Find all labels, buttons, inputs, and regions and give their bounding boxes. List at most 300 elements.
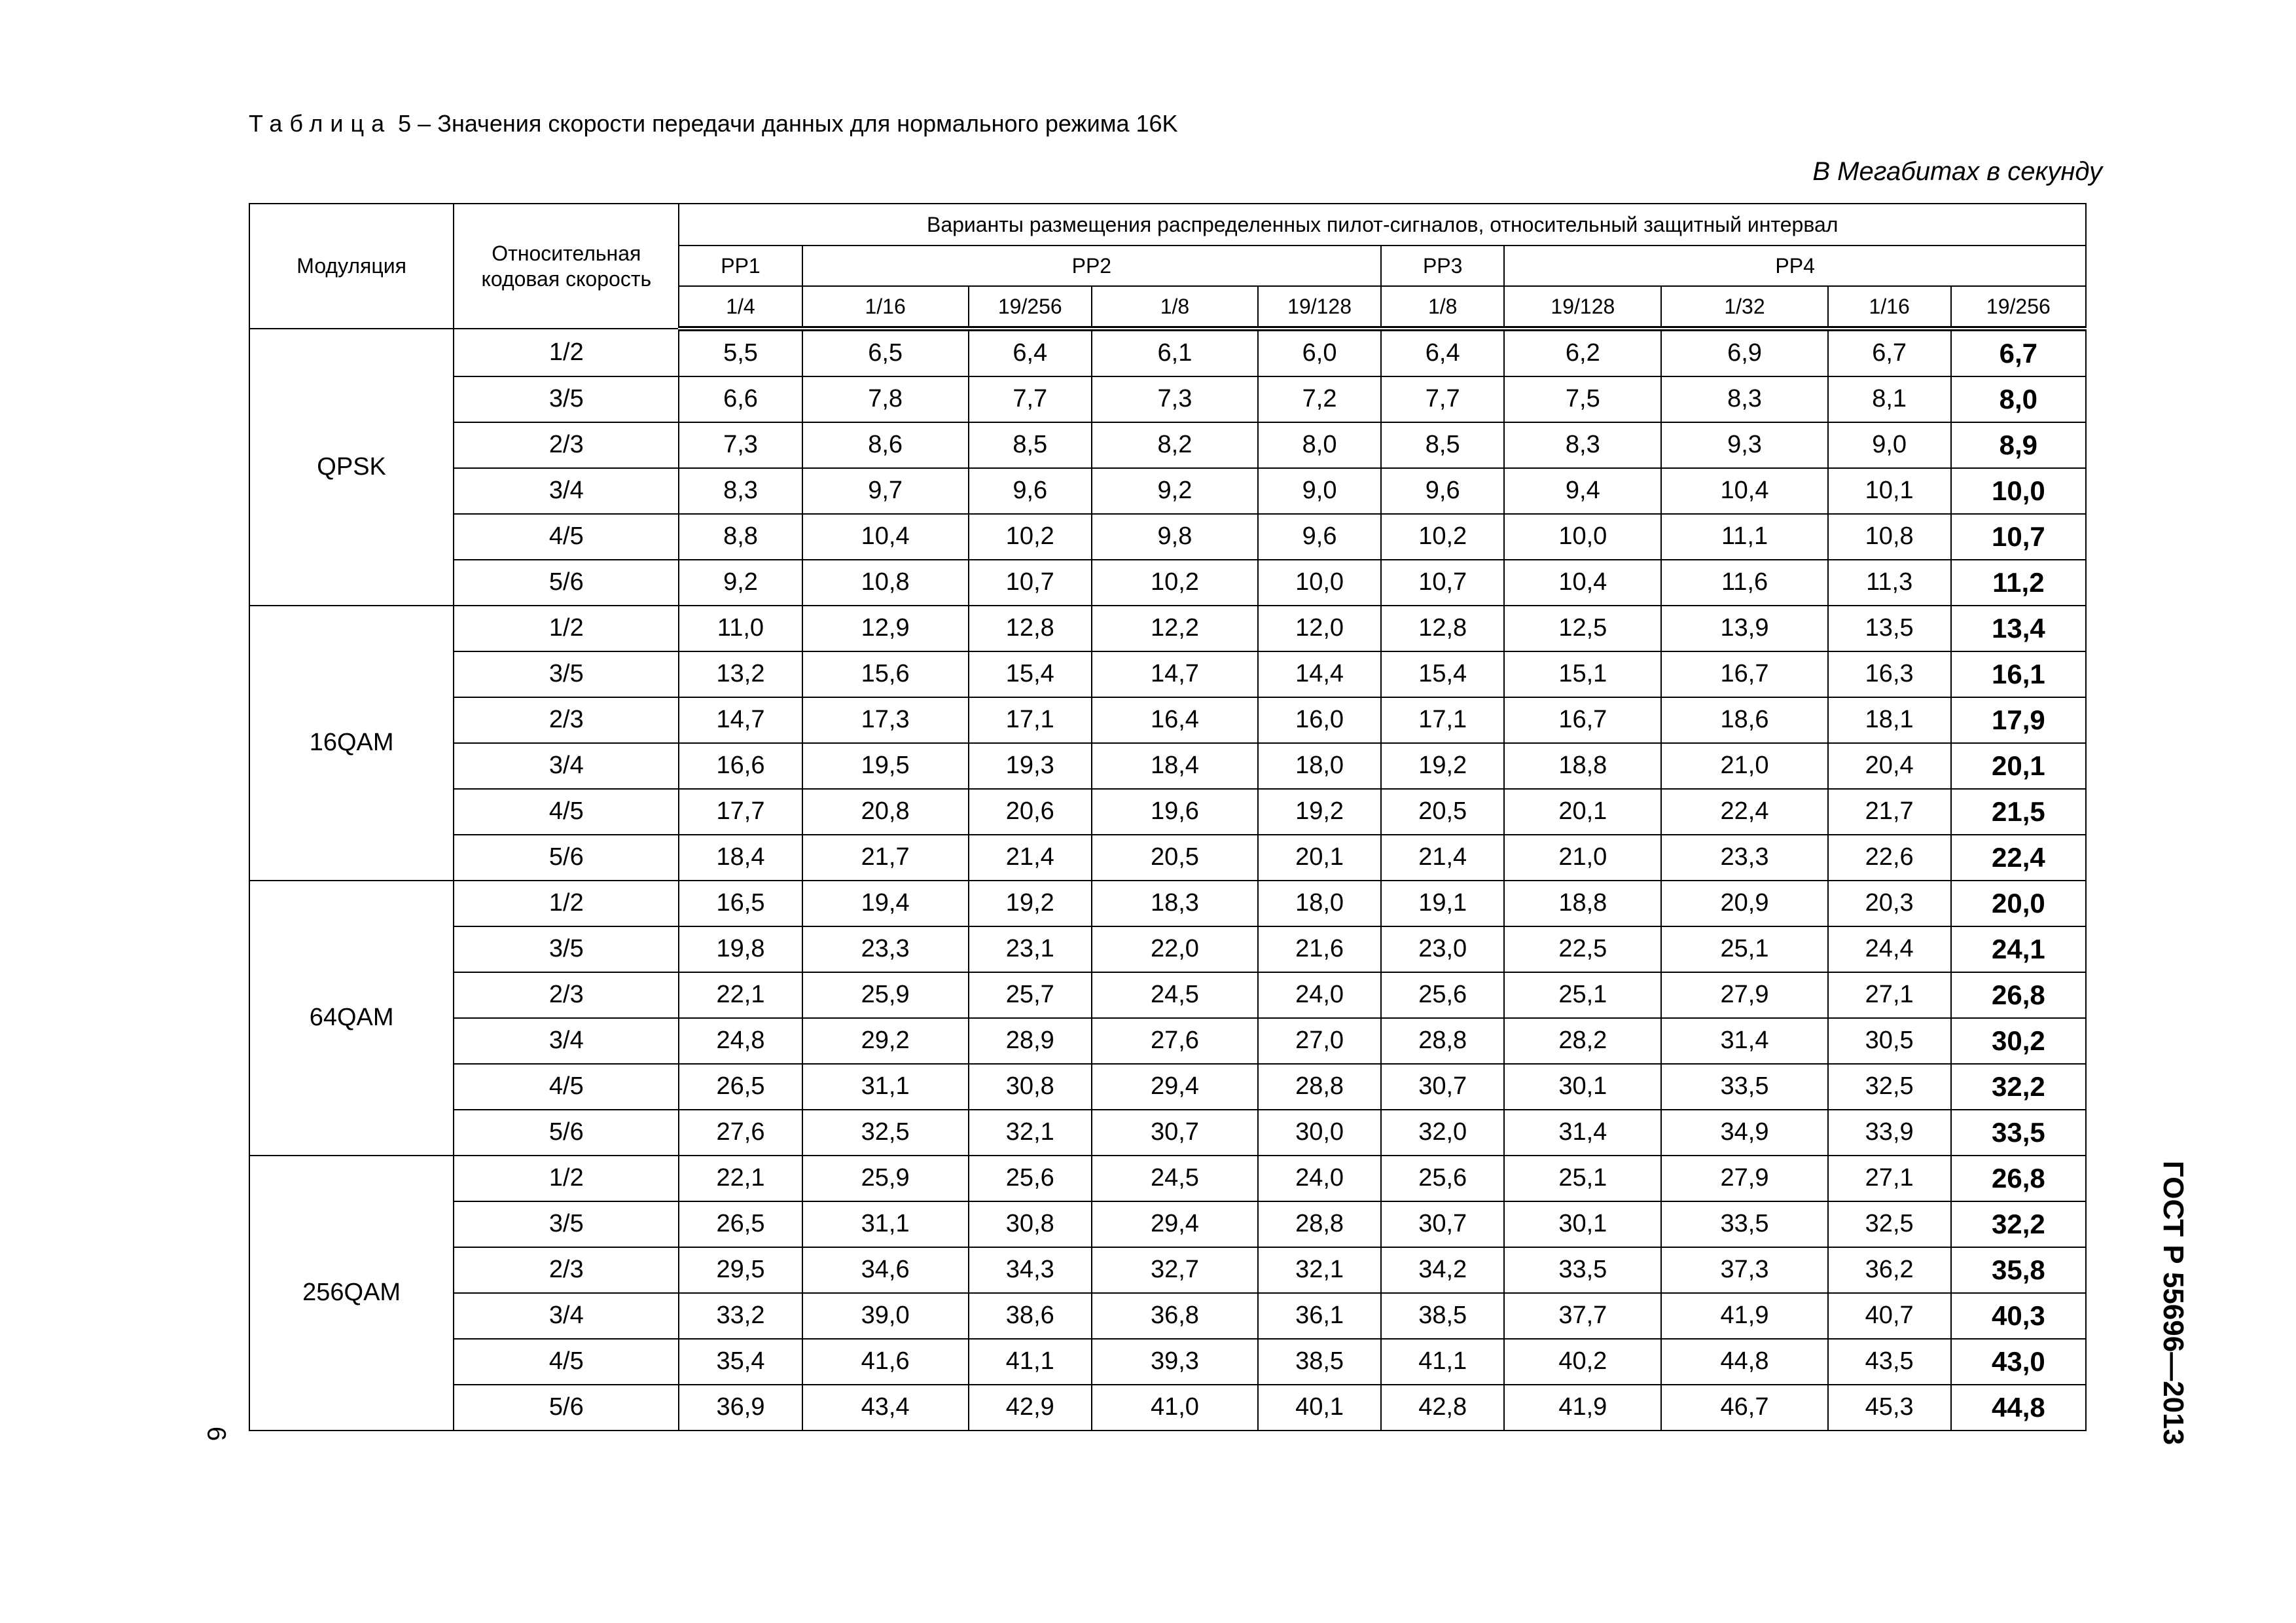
- code-rate-cell: 3/5: [454, 651, 679, 697]
- code-rate-cell: 4/5: [454, 1339, 679, 1385]
- standard-designation: [2153, 1160, 2193, 1446]
- rate-value-cell: 18,1: [1828, 697, 1951, 743]
- code-rate-cell: 4/5: [454, 789, 679, 835]
- rate-value-cell: 44,8: [1661, 1339, 1827, 1385]
- rate-value-cell: 9,4: [1504, 468, 1661, 514]
- table-row: [249, 1339, 2086, 1385]
- rate-value-cell: 20,5: [1092, 835, 1258, 881]
- rate-value-cell: 20,6: [969, 789, 1092, 835]
- rate-value-cell: 24,5: [1092, 1156, 1258, 1201]
- rate-value-cell: 36,9: [679, 1385, 802, 1431]
- rate-value-cell: 7,2: [1258, 376, 1381, 422]
- rate-value-cell: 16,6: [679, 743, 802, 789]
- rate-value-cell: 26,5: [679, 1064, 802, 1110]
- rate-value-cell: 12,5: [1504, 606, 1661, 651]
- rate-value-cell: 27,6: [1092, 1018, 1258, 1064]
- table-row: [249, 560, 2086, 606]
- rate-value-cell: 22,1: [679, 972, 802, 1018]
- rate-value-cell: 16,0: [1258, 697, 1381, 743]
- table-row: [249, 606, 2086, 651]
- rate-value-cell: 32,7: [1092, 1247, 1258, 1293]
- rate-value-cell: 24,1: [1951, 926, 2086, 972]
- table-row: [249, 697, 2086, 743]
- rate-value-cell: 12,8: [969, 606, 1092, 651]
- rate-value-cell: 25,6: [1381, 972, 1504, 1018]
- code-rate-cell: 1/2: [454, 1156, 679, 1201]
- rate-value-cell: 10,2: [1092, 560, 1258, 606]
- rate-value-cell: 12,8: [1381, 606, 1504, 651]
- table-row: [249, 835, 2086, 881]
- rate-value-cell: 22,4: [1951, 835, 2086, 881]
- rate-value-cell: 24,0: [1258, 972, 1381, 1018]
- rate-value-cell: 28,9: [969, 1018, 1092, 1064]
- rate-value-cell: 6,7: [1828, 329, 1951, 376]
- rate-value-cell: 14,7: [1092, 651, 1258, 697]
- rate-value-cell: 9,6: [1258, 514, 1381, 560]
- pilot-group-header: PP2: [802, 246, 1382, 286]
- guard-interval-header: 1/32: [1661, 286, 1827, 329]
- rate-value-cell: 20,3: [1828, 881, 1951, 926]
- code-rate-cell: 3/4: [454, 743, 679, 789]
- rate-value-cell: 21,5: [1951, 789, 2086, 835]
- rate-value-cell: 8,9: [1951, 422, 2086, 468]
- rate-value-cell: 13,2: [679, 651, 802, 697]
- rate-value-cell: 41,1: [1381, 1339, 1504, 1385]
- rate-value-cell: 28,8: [1258, 1201, 1381, 1247]
- rate-value-cell: 42,8: [1381, 1385, 1504, 1431]
- rate-value-cell: 14,7: [679, 697, 802, 743]
- rate-value-cell: 21,4: [1381, 835, 1504, 881]
- rate-value-cell: 43,5: [1828, 1339, 1951, 1385]
- code-rate-cell: 3/4: [454, 1293, 679, 1339]
- rate-value-cell: 6,4: [1381, 329, 1504, 376]
- code-rate-cell: 3/4: [454, 1018, 679, 1064]
- rate-value-cell: 16,1: [1951, 651, 2086, 697]
- code-rate-cell: 2/3: [454, 972, 679, 1018]
- rate-value-cell: 16,7: [1661, 651, 1827, 697]
- code-rate-header: Относительная кодовая скорость: [454, 204, 679, 329]
- modulation-cell: 64QAM: [249, 881, 454, 1156]
- pilot-group-header: PP1: [679, 246, 802, 286]
- guard-interval-header: 1/4: [679, 286, 802, 329]
- rate-value-cell: 28,8: [1381, 1018, 1504, 1064]
- rate-value-cell: 6,4: [969, 329, 1092, 376]
- rate-value-cell: 23,3: [802, 926, 969, 972]
- table-caption: [249, 110, 1178, 137]
- rate-value-cell: 29,2: [802, 1018, 969, 1064]
- rate-value-cell: 26,8: [1951, 1156, 2086, 1201]
- rate-value-cell: 29,5: [679, 1247, 802, 1293]
- table-row: [249, 743, 2086, 789]
- code-rate-cell: 2/3: [454, 1247, 679, 1293]
- rate-value-cell: 36,8: [1092, 1293, 1258, 1339]
- rate-value-cell: 40,3: [1951, 1293, 2086, 1339]
- rate-value-cell: 10,0: [1504, 514, 1661, 560]
- rate-value-cell: 38,5: [1258, 1339, 1381, 1385]
- rate-value-cell: 44,8: [1951, 1385, 2086, 1431]
- rate-value-cell: 30,8: [969, 1201, 1092, 1247]
- rate-value-cell: 7,7: [1381, 376, 1504, 422]
- rate-value-cell: 10,0: [1951, 468, 2086, 514]
- guard-interval-header: 1/8: [1381, 286, 1504, 329]
- rate-value-cell: 29,4: [1092, 1201, 1258, 1247]
- units-note: В Мегабитах в секунду: [1812, 157, 2102, 186]
- modulation-cell: 16QAM: [249, 606, 454, 881]
- rate-value-cell: 21,0: [1504, 835, 1661, 881]
- code-rate-cell: 2/3: [454, 697, 679, 743]
- table-row: [249, 422, 2086, 468]
- rate-value-cell: 11,3: [1828, 560, 1951, 606]
- rate-value-cell: 38,5: [1381, 1293, 1504, 1339]
- rate-value-cell: 10,1: [1828, 468, 1951, 514]
- rate-value-cell: 33,5: [1661, 1064, 1827, 1110]
- rate-value-cell: 15,4: [1381, 651, 1504, 697]
- rate-value-cell: 10,7: [1951, 514, 2086, 560]
- page-number: [196, 1414, 236, 1453]
- code-rate-cell: 3/5: [454, 376, 679, 422]
- rate-value-cell: 41,9: [1504, 1385, 1661, 1431]
- rate-value-cell: 42,9: [969, 1385, 1092, 1431]
- rate-value-cell: 29,4: [1092, 1064, 1258, 1110]
- table-row: [249, 1156, 2086, 1201]
- rate-value-cell: 30,7: [1381, 1201, 1504, 1247]
- code-rate-cell: 5/6: [454, 1110, 679, 1156]
- rate-value-cell: 34,3: [969, 1247, 1092, 1293]
- rate-value-cell: 10,8: [802, 560, 969, 606]
- rate-value-cell: 39,3: [1092, 1339, 1258, 1385]
- code-rate-cell: 5/6: [454, 835, 679, 881]
- rate-value-cell: 21,4: [969, 835, 1092, 881]
- rate-value-cell: 17,3: [802, 697, 969, 743]
- table-row: [249, 1201, 2086, 1247]
- rate-value-cell: 17,1: [1381, 697, 1504, 743]
- rate-value-cell: 24,4: [1828, 926, 1951, 972]
- guard-interval-header: 1/8: [1092, 286, 1258, 329]
- rate-value-cell: 9,0: [1258, 468, 1381, 514]
- rate-value-cell: 13,9: [1661, 606, 1827, 651]
- modulation-header: Модуляция: [249, 204, 454, 329]
- rate-value-cell: 19,8: [679, 926, 802, 972]
- table-row: [249, 1018, 2086, 1064]
- rate-value-cell: 23,1: [969, 926, 1092, 972]
- rate-value-cell: 7,5: [1504, 376, 1661, 422]
- rate-value-cell: 25,1: [1504, 1156, 1661, 1201]
- rate-value-cell: 9,2: [1092, 468, 1258, 514]
- rate-value-cell: 6,7: [1951, 329, 2086, 376]
- rate-value-cell: 8,3: [679, 468, 802, 514]
- rate-value-cell: 22,5: [1504, 926, 1661, 972]
- rate-value-cell: 10,4: [802, 514, 969, 560]
- rate-value-cell: 18,3: [1092, 881, 1258, 926]
- rate-value-cell: 40,2: [1504, 1339, 1661, 1385]
- rate-value-cell: 7,7: [969, 376, 1092, 422]
- rate-value-cell: 6,0: [1258, 329, 1381, 376]
- rate-value-cell: 21,0: [1661, 743, 1827, 789]
- rate-value-cell: 6,1: [1092, 329, 1258, 376]
- rate-value-cell: 10,4: [1661, 468, 1827, 514]
- rate-value-cell: 21,6: [1258, 926, 1381, 972]
- table-row: [249, 1293, 2086, 1339]
- rate-value-cell: 34,6: [802, 1247, 969, 1293]
- rate-value-cell: 25,9: [802, 1156, 969, 1201]
- rate-value-cell: 32,5: [1828, 1064, 1951, 1110]
- rate-value-cell: 20,1: [1504, 789, 1661, 835]
- rate-value-cell: 22,0: [1092, 926, 1258, 972]
- rate-value-cell: 8,6: [802, 422, 969, 468]
- table-caption-label: Таблица: [249, 110, 392, 137]
- rate-value-cell: 28,2: [1504, 1018, 1661, 1064]
- rate-value-cell: 18,0: [1258, 743, 1381, 789]
- rate-value-cell: 27,9: [1661, 972, 1827, 1018]
- rate-value-cell: 10,2: [1381, 514, 1504, 560]
- data-rate-table: [249, 203, 2087, 1431]
- rate-value-cell: 20,4: [1828, 743, 1951, 789]
- rate-value-cell: 8,5: [969, 422, 1092, 468]
- rate-value-cell: 35,4: [679, 1339, 802, 1385]
- rate-value-cell: 25,7: [969, 972, 1092, 1018]
- rate-value-cell: 10,4: [1504, 560, 1661, 606]
- rate-value-cell: 6,2: [1504, 329, 1661, 376]
- modulation-cell: 256QAM: [249, 1156, 454, 1431]
- table-row: [249, 1064, 2086, 1110]
- rate-value-cell: 8,5: [1381, 422, 1504, 468]
- rate-value-cell: 7,3: [679, 422, 802, 468]
- rate-value-cell: 33,5: [1951, 1110, 2086, 1156]
- rate-value-cell: 9,2: [679, 560, 802, 606]
- rate-value-cell: 20,5: [1381, 789, 1504, 835]
- rate-value-cell: 30,7: [1381, 1064, 1504, 1110]
- rate-value-cell: 45,3: [1828, 1385, 1951, 1431]
- rate-value-cell: 20,1: [1258, 835, 1381, 881]
- rate-value-cell: 33,5: [1661, 1201, 1827, 1247]
- rate-value-cell: 31,4: [1504, 1110, 1661, 1156]
- code-rate-cell: 3/5: [454, 926, 679, 972]
- rate-value-cell: 32,0: [1381, 1110, 1504, 1156]
- rate-value-cell: 6,5: [802, 329, 969, 376]
- rate-value-cell: 13,4: [1951, 606, 2086, 651]
- rate-value-cell: 7,3: [1092, 376, 1258, 422]
- rate-value-cell: 21,7: [802, 835, 969, 881]
- rate-value-cell: 18,4: [679, 835, 802, 881]
- rate-value-cell: 15,1: [1504, 651, 1661, 697]
- rate-value-cell: 24,5: [1092, 972, 1258, 1018]
- rate-value-cell: 34,9: [1661, 1110, 1827, 1156]
- rate-value-cell: 46,7: [1661, 1385, 1827, 1431]
- table-row: [249, 789, 2086, 835]
- rate-value-cell: 19,5: [802, 743, 969, 789]
- rate-value-cell: 22,6: [1828, 835, 1951, 881]
- pilot-group-header: PP3: [1381, 246, 1504, 286]
- rate-value-cell: 19,1: [1381, 881, 1504, 926]
- rate-value-cell: 27,0: [1258, 1018, 1381, 1064]
- rate-value-cell: 22,4: [1661, 789, 1827, 835]
- table-row: [249, 972, 2086, 1018]
- rate-value-cell: 8,3: [1661, 376, 1827, 422]
- rate-value-cell: 10,8: [1828, 514, 1951, 560]
- rate-value-cell: 18,8: [1504, 881, 1661, 926]
- rate-value-cell: 19,2: [1258, 789, 1381, 835]
- rate-value-cell: 23,0: [1381, 926, 1504, 972]
- table-row: [249, 329, 2086, 376]
- rate-value-cell: 9,3: [1661, 422, 1827, 468]
- rate-value-cell: 19,6: [1092, 789, 1258, 835]
- rate-value-cell: 36,1: [1258, 1293, 1381, 1339]
- rate-value-cell: 9,6: [969, 468, 1092, 514]
- table-row: [249, 1247, 2086, 1293]
- rate-value-cell: 26,8: [1951, 972, 2086, 1018]
- rate-value-cell: 10,2: [969, 514, 1092, 560]
- rate-value-cell: 20,9: [1661, 881, 1827, 926]
- guard-interval-header: 1/16: [802, 286, 969, 329]
- rate-value-cell: 12,9: [802, 606, 969, 651]
- rate-value-cell: 10,0: [1258, 560, 1381, 606]
- rate-value-cell: 40,1: [1258, 1385, 1381, 1431]
- rate-value-cell: 20,8: [802, 789, 969, 835]
- rate-value-cell: 5,5: [679, 329, 802, 376]
- rate-value-cell: 41,0: [1092, 1385, 1258, 1431]
- table-row: [249, 651, 2086, 697]
- rate-value-cell: 18,8: [1504, 743, 1661, 789]
- table-row: [249, 1110, 2086, 1156]
- rate-value-cell: 6,6: [679, 376, 802, 422]
- rate-value-cell: 26,5: [679, 1201, 802, 1247]
- rate-value-cell: 13,5: [1828, 606, 1951, 651]
- rate-value-cell: 10,7: [969, 560, 1092, 606]
- rate-value-cell: 12,2: [1092, 606, 1258, 651]
- code-rate-cell: 1/2: [454, 329, 679, 376]
- rate-value-cell: 18,0: [1258, 881, 1381, 926]
- code-rate-cell: 5/6: [454, 1385, 679, 1431]
- rate-value-cell: 25,6: [969, 1156, 1092, 1201]
- table-row: [249, 468, 2086, 514]
- rate-value-cell: 30,2: [1951, 1018, 2086, 1064]
- rate-value-cell: 38,6: [969, 1293, 1092, 1339]
- rate-value-cell: 30,0: [1258, 1110, 1381, 1156]
- rate-value-cell: 16,4: [1092, 697, 1258, 743]
- rate-value-cell: 11,6: [1661, 560, 1827, 606]
- rate-value-cell: 8,2: [1092, 422, 1258, 468]
- rate-value-cell: 41,9: [1661, 1293, 1827, 1339]
- rate-value-cell: 24,0: [1258, 1156, 1381, 1201]
- guard-interval-header: 19/128: [1504, 286, 1661, 329]
- rate-value-cell: 28,8: [1258, 1064, 1381, 1110]
- rate-value-cell: 30,8: [969, 1064, 1092, 1110]
- table-row: [249, 881, 2086, 926]
- rate-value-cell: 8,1: [1828, 376, 1951, 422]
- rate-value-cell: 34,2: [1381, 1247, 1504, 1293]
- rate-value-cell: 36,2: [1828, 1247, 1951, 1293]
- rate-value-cell: 27,9: [1661, 1156, 1827, 1201]
- rate-value-cell: 37,3: [1661, 1247, 1827, 1293]
- code-rate-cell: 3/4: [454, 468, 679, 514]
- rate-value-cell: 11,1: [1661, 514, 1827, 560]
- rate-value-cell: 19,4: [802, 881, 969, 926]
- rate-value-cell: 15,4: [969, 651, 1092, 697]
- rate-value-cell: 22,1: [679, 1156, 802, 1201]
- rate-value-cell: 37,7: [1504, 1293, 1661, 1339]
- rate-value-cell: 11,2: [1951, 560, 2086, 606]
- rate-value-cell: 9,6: [1381, 468, 1504, 514]
- rate-value-cell: 27,1: [1828, 1156, 1951, 1201]
- rate-value-cell: 25,1: [1504, 972, 1661, 1018]
- rate-value-cell: 14,4: [1258, 651, 1381, 697]
- rate-value-cell: 32,1: [969, 1110, 1092, 1156]
- rate-value-cell: 39,0: [802, 1293, 969, 1339]
- rate-value-cell: 27,6: [679, 1110, 802, 1156]
- rate-value-cell: 21,7: [1828, 789, 1951, 835]
- rate-value-cell: 41,6: [802, 1339, 969, 1385]
- table-caption-text: 5 – Значения скорости передачи данных для нормального режима 16K: [391, 110, 1178, 137]
- rate-value-cell: 32,5: [802, 1110, 969, 1156]
- rate-value-cell: 32,5: [1828, 1201, 1951, 1247]
- rate-value-cell: 33,5: [1504, 1247, 1661, 1293]
- rate-value-cell: 9,0: [1828, 422, 1951, 468]
- rate-value-cell: 7,8: [802, 376, 969, 422]
- rate-value-cell: 25,6: [1381, 1156, 1504, 1201]
- rate-value-cell: 20,1: [1951, 743, 2086, 789]
- rate-value-cell: 19,2: [969, 881, 1092, 926]
- code-rate-cell: 1/2: [454, 881, 679, 926]
- rate-value-cell: 15,6: [802, 651, 969, 697]
- rate-value-cell: 31,4: [1661, 1018, 1827, 1064]
- rate-value-cell: 27,1: [1828, 972, 1951, 1018]
- rate-value-cell: 35,8: [1951, 1247, 2086, 1293]
- rate-value-cell: 25,9: [802, 972, 969, 1018]
- guard-interval-header: 19/256: [1951, 286, 2086, 329]
- rate-value-cell: 18,6: [1661, 697, 1827, 743]
- guard-interval-header: 19/256: [969, 286, 1092, 329]
- rate-value-cell: 24,8: [679, 1018, 802, 1064]
- rate-value-cell: 30,5: [1828, 1018, 1951, 1064]
- variants-header: Варианты размещения распределенных пилот-сигналов, относительный защитный интервал: [679, 204, 2086, 246]
- rate-value-cell: 8,0: [1951, 376, 2086, 422]
- rate-value-cell: 10,7: [1381, 560, 1504, 606]
- rate-value-cell: 20,0: [1951, 881, 2086, 926]
- rate-value-cell: 12,0: [1258, 606, 1381, 651]
- code-rate-cell: 3/5: [454, 1201, 679, 1247]
- page-number-text: 6: [202, 1426, 231, 1442]
- modulation-cell: QPSK: [249, 329, 454, 606]
- rate-value-cell: 25,1: [1661, 926, 1827, 972]
- rate-value-cell: 30,7: [1092, 1110, 1258, 1156]
- rate-value-cell: 30,1: [1504, 1201, 1661, 1247]
- rate-value-cell: 23,3: [1661, 835, 1827, 881]
- rate-value-cell: 31,1: [802, 1064, 969, 1110]
- rate-value-cell: 6,9: [1661, 329, 1827, 376]
- rate-value-cell: 17,7: [679, 789, 802, 835]
- table-row: [249, 1385, 2086, 1431]
- rate-value-cell: 8,8: [679, 514, 802, 560]
- guard-interval-header: 1/16: [1828, 286, 1951, 329]
- rate-value-cell: 33,2: [679, 1293, 802, 1339]
- table-row: [249, 926, 2086, 972]
- rate-value-cell: 31,1: [802, 1201, 969, 1247]
- standard-designation-text: ГОСТ Р 55696—2013: [2157, 1160, 2189, 1446]
- rate-value-cell: 40,7: [1828, 1293, 1951, 1339]
- rate-value-cell: 18,4: [1092, 743, 1258, 789]
- rate-value-cell: 19,3: [969, 743, 1092, 789]
- code-rate-cell: 2/3: [454, 422, 679, 468]
- rate-value-cell: 43,4: [802, 1385, 969, 1431]
- rate-value-cell: 32,2: [1951, 1064, 2086, 1110]
- rate-value-cell: 33,9: [1828, 1110, 1951, 1156]
- rate-value-cell: 30,1: [1504, 1064, 1661, 1110]
- guard-interval-header: 19/128: [1258, 286, 1381, 329]
- rate-value-cell: 16,3: [1828, 651, 1951, 697]
- rate-value-cell: 16,7: [1504, 697, 1661, 743]
- rate-value-cell: 17,9: [1951, 697, 2086, 743]
- table-row: [249, 514, 2086, 560]
